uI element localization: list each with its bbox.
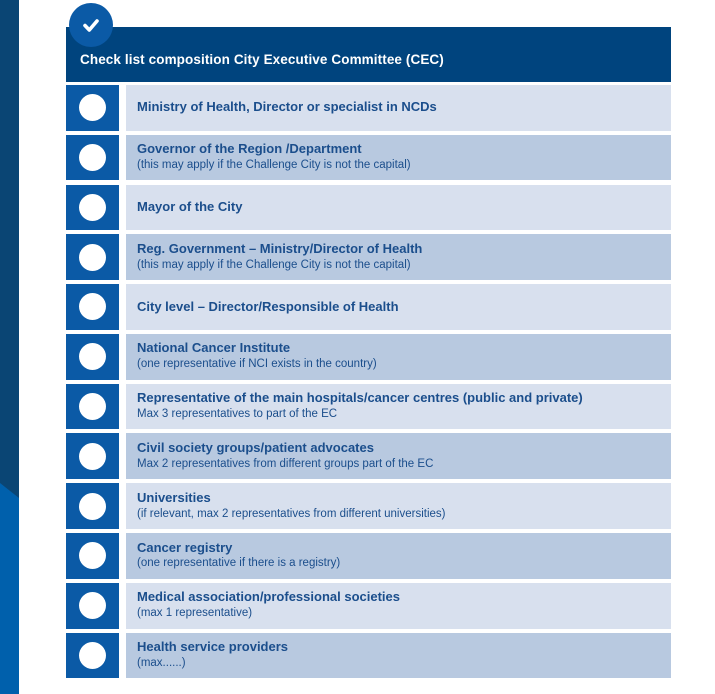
checklist-row — [66, 433, 671, 479]
checklist-rows — [66, 85, 671, 678]
side-accent-band-top — [0, 0, 19, 498]
row-title: Governor of the Region /Department — [137, 141, 362, 157]
row-subtitle: Max 2 representatives from different groups part of the EC — [137, 457, 434, 470]
row-gap — [119, 433, 126, 479]
row-title: Representative of the main hospitals/cancer centres (public and private) — [137, 390, 583, 406]
row-subtitle: (if relevant, max 2 representatives from different universities) — [137, 507, 446, 520]
row-subtitle: (this may apply if the Challenge City is not the capital) — [137, 159, 411, 172]
row-gap — [119, 234, 126, 280]
checkbox-circle[interactable] — [79, 244, 106, 271]
checkbox-cell — [66, 85, 119, 131]
check-icon — [80, 14, 102, 36]
row-subtitle: (this may apply if the Challenge City is not the capital) — [137, 258, 411, 271]
row-content — [126, 185, 671, 231]
checkbox-circle[interactable] — [79, 343, 106, 370]
checklist-row — [66, 135, 671, 181]
row-title: Cancer registry — [137, 539, 233, 555]
row-content — [126, 284, 671, 330]
row-gap — [119, 633, 126, 679]
checklist-row — [66, 533, 671, 579]
row-content — [126, 533, 671, 579]
row-title: Reg. Government – Ministry/Director of Health — [137, 240, 423, 256]
row-content — [126, 334, 671, 380]
row-gap — [119, 85, 126, 131]
row-content — [126, 234, 671, 280]
checkbox-cell — [66, 185, 119, 231]
row-subtitle: Max 3 representatives to part of the EC — [137, 408, 338, 421]
row-content — [126, 483, 671, 529]
row-gap — [119, 533, 126, 579]
checkbox-cell — [66, 633, 119, 679]
checkbox-cell — [66, 384, 119, 430]
row-title: Health service providers — [137, 639, 289, 655]
row-content — [126, 85, 671, 131]
checklist-row — [66, 483, 671, 529]
row-gap — [119, 384, 126, 430]
row-content — [126, 135, 671, 181]
checkbox-cell — [66, 433, 119, 479]
row-subtitle: (one representative if there is a registry) — [137, 557, 341, 570]
row-content — [126, 384, 671, 430]
row-content — [126, 633, 671, 679]
checkbox-circle[interactable] — [79, 393, 106, 420]
row-gap — [119, 334, 126, 380]
checkbox-cell — [66, 135, 119, 181]
checkbox-circle[interactable] — [79, 493, 106, 520]
checkbox-circle[interactable] — [79, 642, 106, 669]
row-title: Medical association/professional societies — [137, 589, 400, 605]
row-gap — [119, 483, 126, 529]
row-gap — [119, 583, 126, 629]
checklist-header — [66, 27, 671, 82]
row-subtitle: (max 1 representative) — [137, 607, 253, 620]
checkbox-cell — [66, 284, 119, 330]
row-title: National Cancer Institute — [137, 340, 291, 356]
checklist-row — [66, 284, 671, 330]
checkbox-circle[interactable] — [79, 542, 106, 569]
row-gap — [119, 185, 126, 231]
row-title: Universities — [137, 489, 211, 505]
row-content — [126, 583, 671, 629]
checkbox-circle[interactable] — [79, 144, 106, 171]
checklist-row — [66, 633, 671, 679]
checkbox-cell — [66, 533, 119, 579]
checklist-row — [66, 583, 671, 629]
row-content — [126, 433, 671, 479]
row-title: Civil society groups/patient advocates — [137, 439, 374, 455]
checklist-row — [66, 384, 671, 430]
checkbox-circle[interactable] — [79, 592, 106, 619]
checklist-row — [66, 85, 671, 131]
row-subtitle: (one representative if NCI exists in the country) — [137, 358, 377, 371]
row-gap — [119, 135, 126, 181]
checklist-row — [66, 234, 671, 280]
row-title: Mayor of the City — [137, 198, 243, 214]
checkbox-cell — [66, 334, 119, 380]
checklist-row — [66, 334, 671, 380]
checkbox-circle[interactable] — [79, 94, 106, 121]
row-title: Ministry of Health, Director or specialist in NCDs — [137, 99, 437, 115]
row-subtitle: (max......) — [137, 657, 186, 669]
checkbox-cell — [66, 483, 119, 529]
check-badge — [69, 3, 113, 47]
checkbox-circle[interactable] — [79, 293, 106, 320]
checkbox-cell — [66, 234, 119, 280]
checklist-row — [66, 185, 671, 231]
side-accent-band — [0, 0, 19, 694]
row-title: City level – Director/Responsible of Health — [137, 298, 399, 314]
row-gap — [119, 284, 126, 330]
checkbox-circle[interactable] — [79, 443, 106, 470]
checkbox-circle[interactable] — [79, 194, 106, 221]
checklist-header-title: Check list composition City Executive Committee (CEC) — [80, 52, 444, 67]
checkbox-cell — [66, 583, 119, 629]
